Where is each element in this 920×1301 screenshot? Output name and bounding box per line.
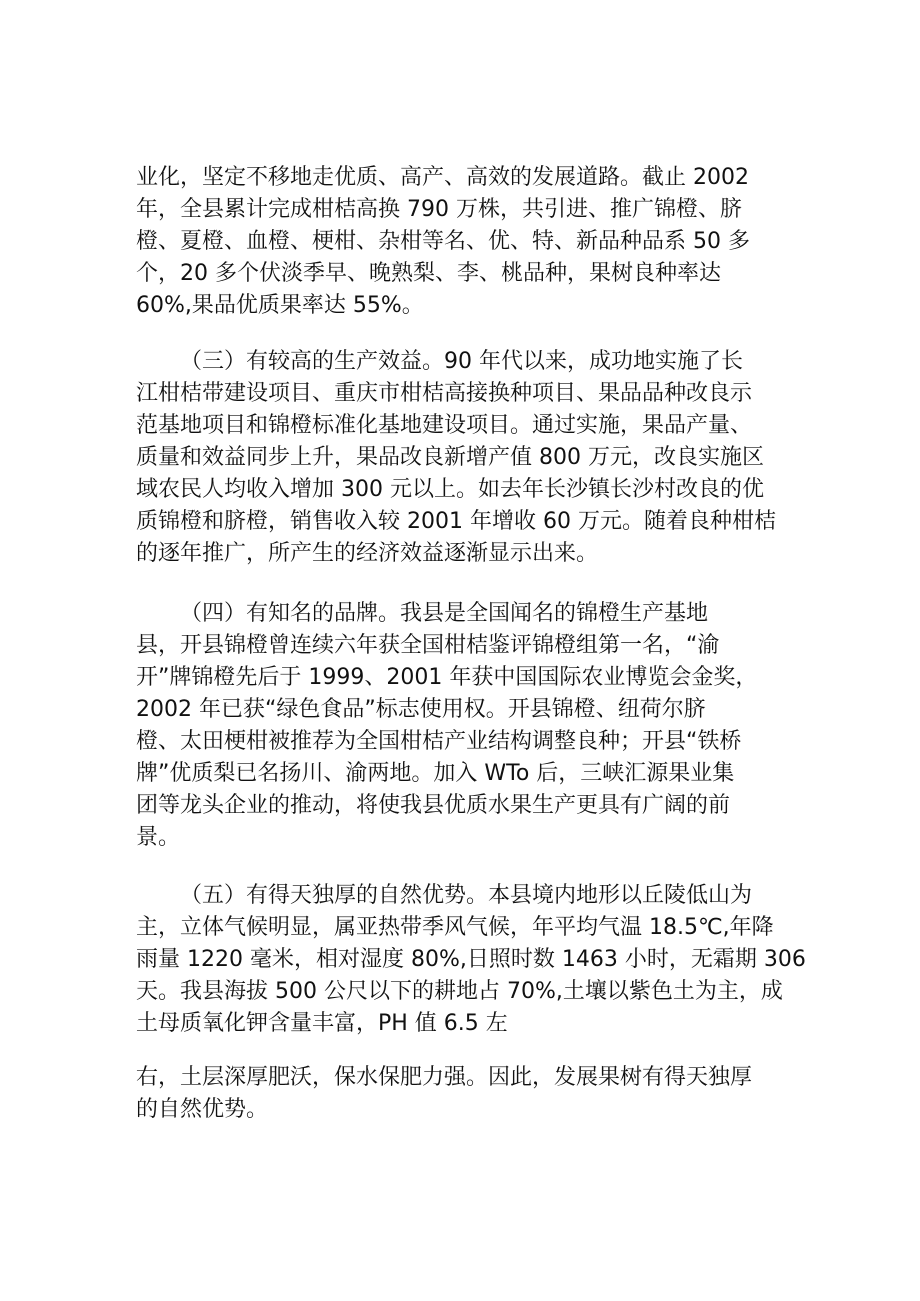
text-line: 域农民人均收入增加 300 元以上。如去年长沙镇长沙村改良的优 <box>136 477 764 502</box>
paragraph-natural-advantages <box>136 880 806 1040</box>
text-line: 2002 年已获“绿色食品”标志使用权。开县锦橙、纽荷尔脐 <box>136 697 706 722</box>
paragraph-variety-improvement <box>136 162 796 322</box>
text-line: 主，立体气候明显，属亚热带季风气候，年平均气温 18.5℃,年降 <box>136 915 774 940</box>
text-line: 个，20 多个伏淡季早、晚熟梨、李、桃品种，果树良种率达 <box>136 261 721 286</box>
text-line: 橙、太田梗柑被推荐为全国柑桔产业结构调整良种；开县“铁桥 <box>136 729 742 754</box>
text-line: 开”牌锦橙先后于 1999、2001 年获中国国际农业博览会金奖， <box>136 665 758 690</box>
paragraph-famous-brands <box>136 598 796 854</box>
text-line: 业化，坚定不移地走优质、高产、高效的发展道路。截止 2002 <box>136 165 749 190</box>
text-line: 雨量 1220 毫米，相对湿度 80%,日照时数 1463 小时，无霜期 306 <box>136 947 806 972</box>
text-line: 橙、夏橙、血橙、梗柑、杂柑等名、优、特、新品种品系 50 多 <box>136 229 750 254</box>
text-line: 年，全县累计完成柑桔高换 790 万株，共引进、推广锦橙、脐 <box>136 197 742 222</box>
text-line: （三）有较高的生产效益。90 年代以来，成功地实施了长 <box>180 349 743 374</box>
text-line: 县，开县锦橙曾连续六年获全国柑桔鉴评锦橙组第一名，“渝 <box>136 633 720 658</box>
text-line: （五）有得天独厚的自然优势。本县境内地形以丘陵低山为 <box>180 883 753 908</box>
text-line: 的自然优势。 <box>136 1097 269 1122</box>
text-line: 团等龙头企业的推动，将使我县优质水果生产更具有广阔的前 <box>136 793 731 818</box>
text-line: 天。我县海拔 500 公尺以下的耕地占 70%,土壤以紫色土为主，成 <box>136 979 783 1004</box>
text-line: 60%,果品优质果率达 55%。 <box>136 293 424 318</box>
text-line: 右，土层深厚肥沃，保水保肥力强。因此，发展果树有得天独厚 <box>136 1065 753 1090</box>
text-line: 景。 <box>136 825 181 850</box>
paragraph-production-benefits <box>136 346 796 570</box>
text-line: 范基地项目和锦橙标准化基地建设项目。通过实施，果品产量、 <box>136 413 753 438</box>
text-line: 质锦橙和脐橙，销售收入较 2001 年增收 60 万元。随着良种柑桔 <box>136 509 776 534</box>
paragraph-natural-advantages-continued <box>136 1062 796 1126</box>
text-line: 土母质氧化钾含量丰富，PH 值 6.5 左 <box>136 1011 508 1036</box>
text-line: 质量和效益同步上升，果品改良新增产值 800 万元，改良实施区 <box>136 445 764 470</box>
text-line: 的逐年推广，所产生的经济效益逐渐显示出来。 <box>136 541 599 566</box>
text-line: 江柑桔带建设项目、重庆市柑桔高接换种项目、果品品种改良示 <box>136 381 753 406</box>
text-line: （四）有知名的品牌。我县是全国闻名的锦橙生产基地 <box>180 601 709 626</box>
text-line: 牌”优质梨已名扬川、渝两地。加入 WTo 后，三峡汇源果业集 <box>136 761 735 786</box>
